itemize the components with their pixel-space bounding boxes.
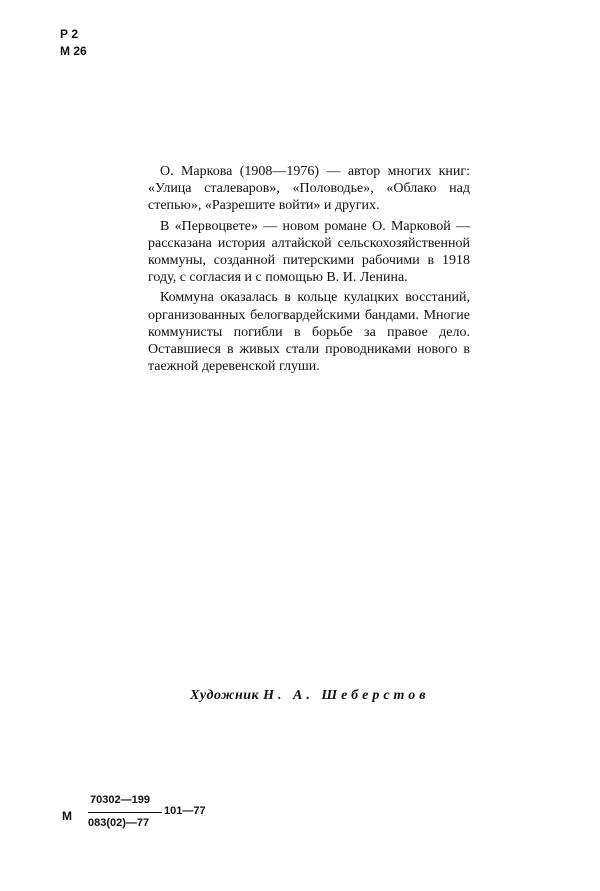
artist-role: Художник [190,688,260,703]
annotation-paragraph-3: Коммуна оказалась в кольце кулацких восстаний, организованных белогвардейскими бандами. Многие коммунисты погибли в борьбе за правое дело. Оставшиеся в живых стали проводниками нового в таежной деревенской глуши. [148,290,470,375]
book-annotation [148,163,470,378]
fraction-rule [88,812,162,813]
publisher-code-suffix: 101—77 [164,805,206,817]
classification-line-2: М 26 [60,44,87,58]
classification-code [60,26,87,60]
publisher-code-letter: М [62,809,72,823]
annotation-paragraph-1: О. Маркова (1908—1976) — автор многих книг: «Улица сталеваров», «Половодье», «Облако над степью», «Разрешите войти» и других. [148,164,470,214]
publisher-code-numerator: 70302—199 [90,794,150,806]
classification-line-1: Р 2 [60,27,79,41]
artist-name: Н. А. Шеберстов [263,688,430,703]
publisher-code-denominator: 083(02)—77 [88,817,150,829]
artist-credit [190,688,430,704]
annotation-paragraph-2: В «Первоцвете» — новом романе О. Марковой — рассказана история алтайской сельскохозяйственной коммуны, созданной питерскими рабочими в 1918 году, с согласия и с помощью В. И. Ленина. [148,218,470,286]
publisher-code [62,792,222,842]
